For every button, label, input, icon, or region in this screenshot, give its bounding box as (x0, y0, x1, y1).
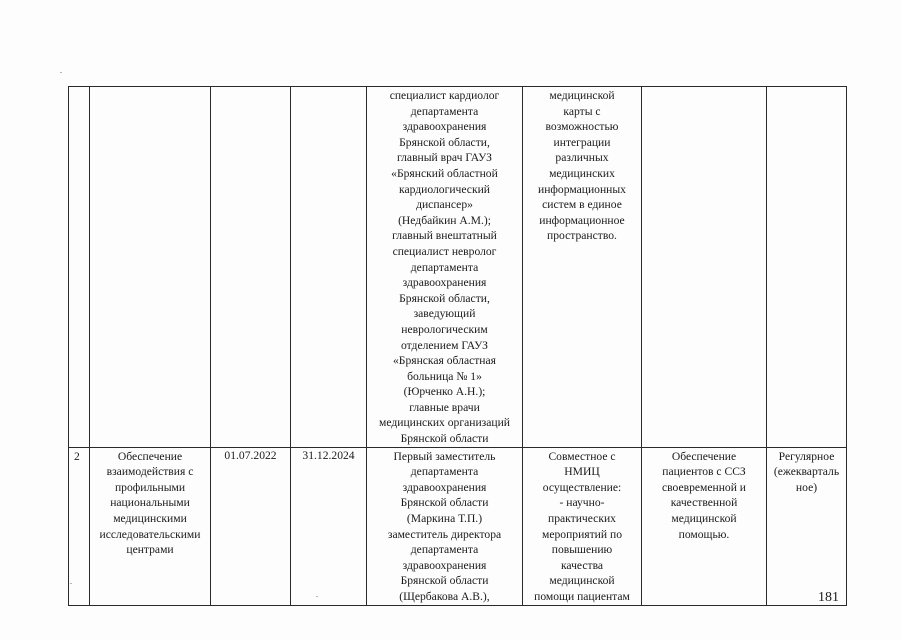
cell-characteristic: медицинской карты с возможностью интеграции различных медицинских информационных систем в единое информационное пространство. (523, 87, 642, 448)
cell-control: Регулярное (ежекварталь ное) (767, 447, 847, 605)
scan-speck (60, 72, 62, 73)
table-row-2 (69, 447, 847, 605)
cell-responsible: специалист кардиолог департамента здравоохранения Брянской области, главный врач ГАУЗ «Брянский областной кардиологический диспансер» (Недбайкин А.М.); главный внештатный специалист невролог департамента здравоохранения Брянской области, заведующий неврологическим отделением ГАУЗ «Брянская областная больница № 1» (Юрченко А.Н.); главные врачи медицинских организаций Брянской области (367, 87, 523, 448)
table-row-continued (69, 87, 847, 448)
cell-result (642, 87, 767, 448)
page-number: 181 (818, 590, 839, 605)
cell-responsible: Первый заместитель департамента здравоохранения Брянской области (Маркина Т.П.) заместитель директора департамента здравоохранения Брянской области (Щербакова А.В.), (367, 447, 523, 605)
cell-end-date: 31.12.2024 (291, 447, 367, 605)
cell-number: 2 (69, 447, 90, 605)
cell-result: Обеспечение пациентов с ССЗ своевременной и качественной медицинской помощью. (642, 447, 767, 605)
cell-characteristic: Совместное с НМИЦ осуществление: - научно- практических мероприятий по повышению качества медицинской помощи пациентам (523, 447, 642, 605)
plan-table (68, 86, 847, 606)
cell-control (767, 87, 847, 448)
cell-start-date (211, 87, 291, 448)
cell-name: Обеспечение взаимодействия с профильными национальными медицинскими исследовательскими центрами (90, 447, 211, 605)
cell-end-date (291, 87, 367, 448)
cell-name (90, 87, 211, 448)
cell-number (69, 87, 90, 448)
cell-start-date: 01.07.2022 (211, 447, 291, 605)
